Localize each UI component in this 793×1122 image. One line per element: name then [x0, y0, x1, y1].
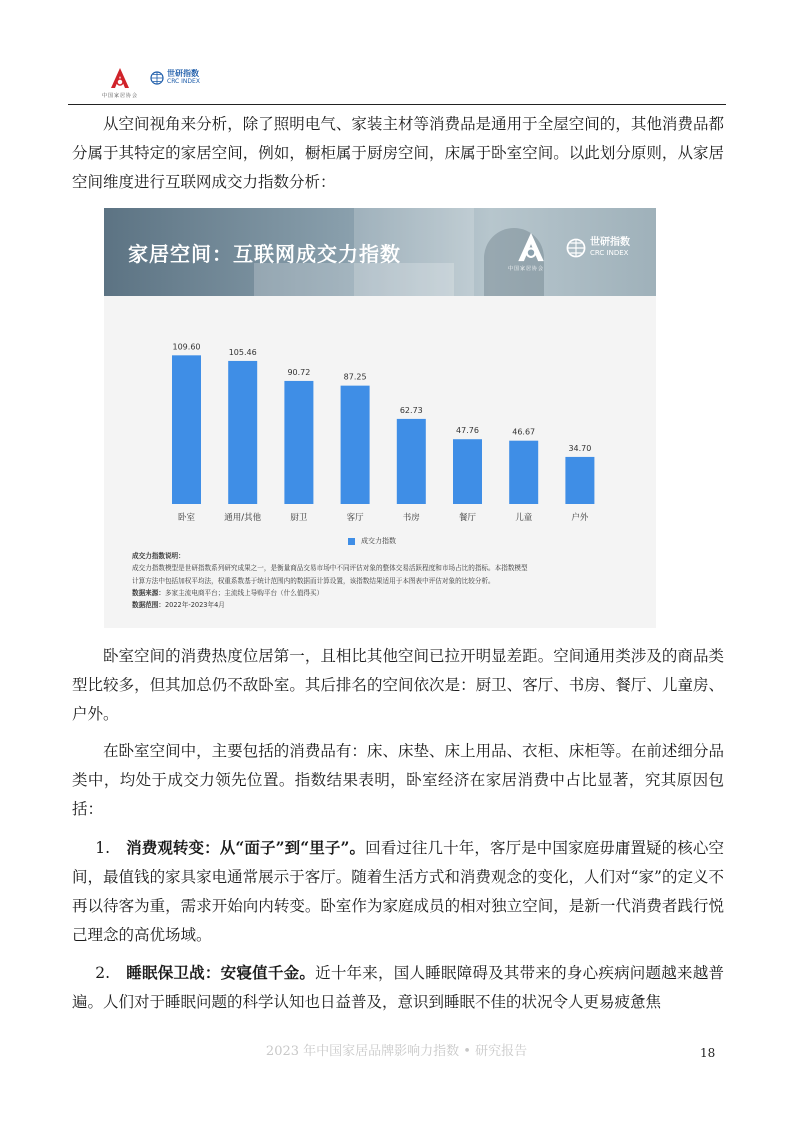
- notes-heading: 成交力指数说明：: [132, 552, 185, 560]
- banner-crc-en: CRC INDEX: [590, 249, 629, 257]
- notes-line-1: 成交力指数模型是世研指数系列研究成果之一，是衡量商品交易市场中不同评估对象的整体交易活跃程度和市场占比的指标。本指数模型: [132, 564, 528, 573]
- reason-number: 1.: [95, 839, 110, 857]
- bar-0: [172, 355, 201, 504]
- figure-title: 家居空间：互联网成交力指数: [128, 242, 401, 266]
- page-number: 18: [700, 1046, 716, 1060]
- analysis-paragraph: 卧室空间的消费热度位居第一，且相比其他空间已拉开明显差距。空间通用类涉及的商品类型比较多，但其加总仍不敌卧室。其后排名的空间依次是：厨卫、客厅、书房、餐厅、儿童房、户外。: [72, 647, 724, 723]
- category-label: 通用/其他: [224, 513, 262, 523]
- bar-5: [453, 439, 482, 504]
- crc-logo-en: CRC INDEX: [167, 78, 200, 85]
- bar-1: [228, 361, 257, 504]
- reason-text: 近十年来，国人睡眠障碍及其带来的身心疾病问题越来越普遍。人们对于睡眠问题的科学认知也日益普及，意识到睡眠不佳的状况令人更易疲惫焦: [72, 964, 724, 1011]
- reason-number: 2.: [95, 964, 110, 982]
- banner-globe-icon: [566, 238, 586, 258]
- reason-item-2: [72, 958, 724, 1017]
- index-figure: [104, 208, 656, 628]
- bar-4: [397, 419, 426, 504]
- category-label: 书房: [402, 513, 420, 523]
- notes-range: [132, 599, 632, 611]
- figure-notes: [132, 550, 632, 611]
- legend-swatch: [348, 538, 355, 545]
- bar-value-label: 109.60: [172, 342, 201, 352]
- bar-value-label: 87.25: [343, 372, 367, 382]
- reason-item-1: [72, 833, 724, 950]
- crc-logo-cn: 世研指数: [167, 69, 199, 78]
- bar-value-label: 105.46: [228, 347, 257, 357]
- category-label: 厨卫: [290, 513, 308, 523]
- bar-7: [565, 457, 594, 504]
- footer-title: 2023 年中国家居品牌影响力指数 • 研究报告: [265, 1044, 528, 1059]
- reason-text: 回看过往几十年，客厅是中国家庭毋庸置疑的核心空间，最值钱的家具家电通常展示于客厅。随着生活方式和消费观念的变化，人们对“家”的定义不再以待客为重，需求开始向内转变。卧室作为家庭成员的相对独立空间，是新一代消费者践行悦己理念的高优场域。: [72, 839, 724, 944]
- notes-line-2: 计算方法中包括加权平均法，权重系数基于统计范围内的数据而计算设置，该指数结果适用于本图表中评估对象的比较分析。: [132, 576, 495, 585]
- notes-source-value: 多家主流电商平台；主流线上导购平台（什么值得买）: [164, 588, 324, 597]
- category-label: 户外: [571, 513, 589, 523]
- crc-index-logo: [150, 70, 200, 86]
- reason-title: 消费观转变：从“面子”到“里子”。: [126, 838, 366, 857]
- category-label: 卧室: [177, 513, 196, 523]
- banner-crc-cn: 世研指数: [590, 237, 630, 248]
- bar-value-label: 47.76: [456, 426, 479, 436]
- association-logo-text: 中国家居协会: [102, 93, 139, 99]
- notes-range-value: 2022年-2023年4月: [164, 601, 225, 610]
- notes-source-label: 数据来源：: [132, 588, 165, 597]
- category-label: 儿童: [515, 513, 533, 523]
- legend-label: 成交力指数: [361, 537, 396, 545]
- category-label: 客厅: [346, 513, 364, 523]
- chart-legend: [348, 536, 396, 546]
- page-header: [68, 60, 726, 105]
- banner-crc-logo: [566, 238, 630, 258]
- notes-range-label: 数据范围：: [132, 601, 165, 610]
- banner-association-text: 中国家居协会: [508, 266, 545, 272]
- category-label: 餐厅: [458, 513, 477, 523]
- bar-value-label: 34.70: [568, 443, 592, 453]
- association-logo-icon: [108, 66, 132, 90]
- figure-banner: [104, 208, 656, 296]
- bar-6: [509, 441, 538, 504]
- bar-chart: [104, 296, 656, 528]
- reason-title: 睡眠保卫战：安寝值千金。: [126, 963, 316, 982]
- bar-value-label: 46.67: [512, 427, 536, 437]
- bedroom-paragraph: 在卧室空间中，主要包括的消费品有：床、床垫、床上用品、衣柜、床柜等。在前述细分品类中，均处于成交力领先位置。指数结果表明，卧室经济在家居消费中占比显著，究其原因包括：: [72, 742, 724, 818]
- globe-icon: [150, 71, 164, 85]
- bar-3: [341, 386, 370, 504]
- bar-2: [284, 381, 313, 504]
- bar-value-label: 90.72: [287, 367, 311, 377]
- notes-source: [132, 587, 632, 599]
- intro-paragraph: 从空间视角来分析，除了照明电气、家装主材等消费品是通用于全屋空间的，其他消费品都分属于其特定的家居空间，例如，橱柜属于厨房空间，床属于卧室空间。以此划分原则，从家居空间维度进行互联网成交力指数分析：: [72, 115, 724, 191]
- bar-value-label: 62.73: [399, 405, 423, 415]
- banner-association-logo-icon: [514, 230, 548, 264]
